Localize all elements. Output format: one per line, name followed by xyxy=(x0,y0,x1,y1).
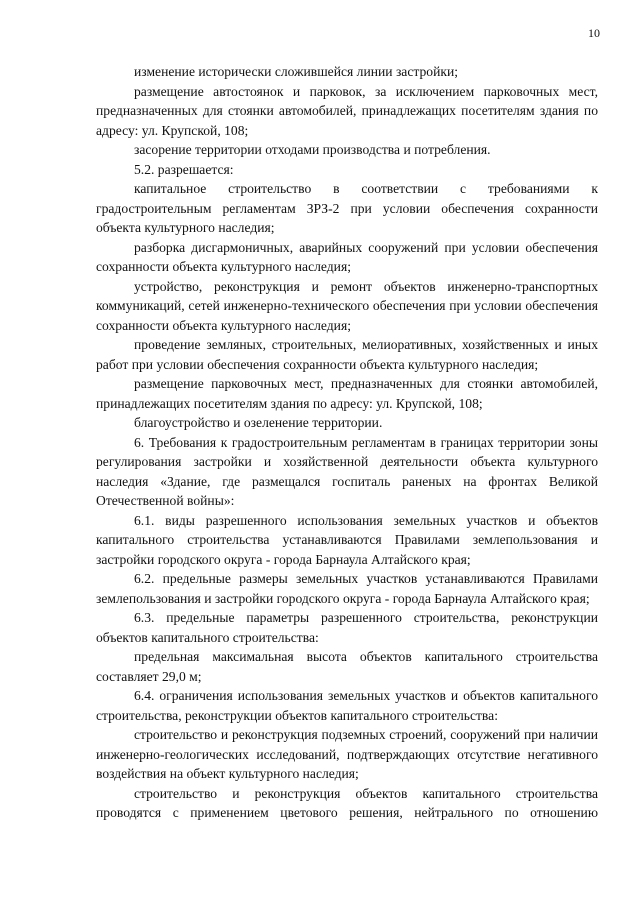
paragraph: изменение исторически сложившейся линии застройки; xyxy=(134,64,459,79)
document-body xyxy=(96,62,598,823)
paragraph: строительство и реконструкция подземных строений, сооружений при наличии инженерно-геологических исследований, подтверждающих отсутствие негативного воздействия на объект культурного наследия; xyxy=(96,727,598,781)
paragraph: 6.3. предельные параметры разрешенного строительства, реконструкции объектов капитального строительства: xyxy=(96,610,598,645)
paragraph: 6. Требования к градостроительным регламентам в границах территории зоны регулирования застройки и хозяйственной деятельности объекта культурного наследия «Здание, где размещался госпиталь раненых на фронтах Великой Отечественной войны»: xyxy=(96,434,598,508)
paragraph: засорение территории отходами производства и потребления. xyxy=(134,142,491,157)
paragraph: предельная максимальная высота объектов капитального строительства составляет 29,0 м; xyxy=(96,649,598,684)
paragraph: размещение автостоянок и парковок, за исключением парковочных мест, предназначенных для стоянки автомобилей, принадлежащих посетителям здания по адресу: ул. Крупской, 108; xyxy=(96,83,598,138)
paragraph: устройство, реконструкция и ремонт объектов инженерно-транспортных коммуникаций, сетей инженерно-технического обеспечения при условии обеспечения сохранности объекта культурного наследия; xyxy=(96,278,598,333)
paragraph: проведение земляных, строительных, мелиоративных, хозяйственных и иных работ при условии обеспечения сохранности объекта культурного наследия; xyxy=(96,337,598,372)
paragraph: благоустройство и озеленение территории. xyxy=(134,415,383,430)
paragraph: разборка дисгармоничных, аварийных сооружений при условии обеспечения сохранности объекта культурного наследия; xyxy=(96,239,598,274)
paragraph: 6.4. ограничения использования земельных участков и объектов капитального строительства, реконструкции объектов капитального строительства: xyxy=(96,688,598,723)
page-number: 10 xyxy=(588,26,600,40)
paragraph: 6.2. предельные размеры земельных участков устанавливаются Правилами землепользования и застройки городского округа - города Барнаула Алтайского края; xyxy=(96,571,598,606)
paragraph: капитальное строительство в соответствии с требованиями к градостроительным регламентам ЗРЗ-2 при условии обеспечения сохранности объекта культурного наследия; xyxy=(96,181,598,235)
paragraph: строительство и реконструкция объектов капитального строительства проводятся с применением цветового решения, нейтрального по отношению xyxy=(96,785,598,820)
paragraph: размещение парковочных мест, предназначенных для стоянки автомобилей, принадлежащих посетителям здания по адресу: ул. Крупской, 108; xyxy=(96,376,598,411)
paragraph: 6.1. виды разрешенного использования земельных участков и объектов капитального строительства устанавливаются Правилами землепользования и застройки городского округа - города Барнаула Алтайского края; xyxy=(96,512,598,567)
paragraph: 5.2. разрешается: xyxy=(134,161,234,177)
